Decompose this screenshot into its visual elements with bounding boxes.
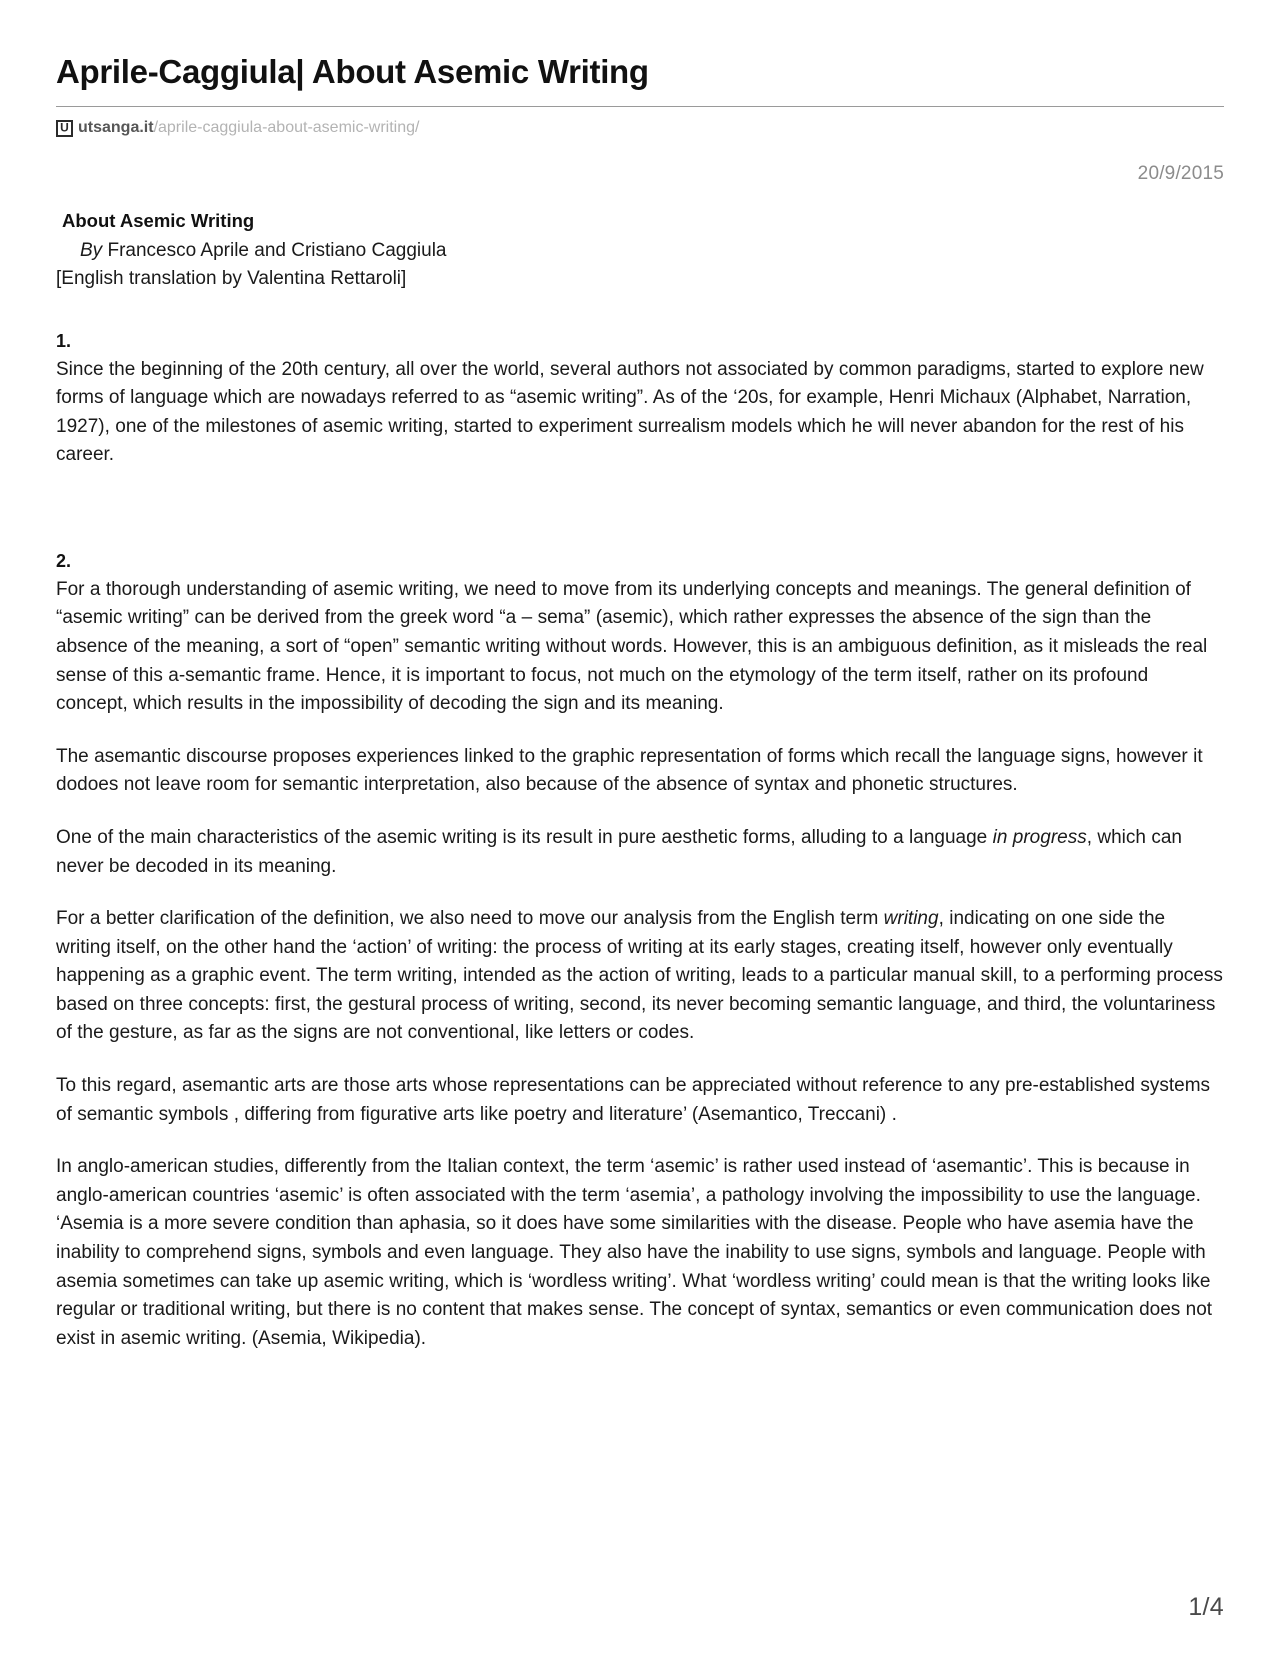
translation-credit: [English translation by Valentina Rettaroli] bbox=[56, 268, 407, 290]
byline-prefix: By bbox=[80, 239, 103, 261]
section-2 bbox=[56, 547, 1224, 1353]
favicon-letter: U bbox=[60, 120, 69, 135]
section-2-paragraph-3 bbox=[56, 824, 1224, 881]
article-body bbox=[56, 207, 1224, 1353]
byline-authors: Francesco Aprile and Cristiano Caggiula bbox=[107, 239, 447, 261]
print-date: 20/9/2015 bbox=[1137, 162, 1224, 184]
paragraph-3-text-after: , which can never be decoded in its meaning. bbox=[56, 826, 1182, 877]
section-2-paragraph-2: The asemantic discourse proposes experiences linked to the graphic representation of forms which recall the language signs, however it dodoes not leave room for semantic interpretation, also because of the absence of syntax and phonetic structures. bbox=[56, 745, 1203, 796]
section-2-paragraph-1: For a thorough understanding of asemic writing, we need to move from its underlying concepts and meanings. The general definition of “asemic writing” can be derived from the greek word “a – sema” (asemic), which rather expresses the absence of the sign than the absence of the meaning, a sort of “open” semantic writing without words. However, this is an ambiguous definition, as it misleads the real sense of this a-semantic frame. Hence, it is important to focus, not much on the etymology of the term itself, rather on its profound concept, which results in the impossibility of decoding the sign and its meaning. bbox=[56, 578, 1208, 715]
paragraph-4-text-before: For a better clarification of the definition, we also need to move our analysis from the English term bbox=[56, 908, 884, 930]
article-byline bbox=[80, 237, 1224, 265]
section-2-paragraph-5: To this regard, asemantic arts are those arts whose representations can be appreciated without reference to any pre-established systems of semantic symbols , differing from figurative arts like poetry and literature’ (Asemantico, Treccani) . bbox=[56, 1075, 1211, 1125]
section-1-paragraph: Since the beginning of the 20th century, all over the world, several authors not associated by common paradigms, started to explore new forms of language which are nowadays referred to as “asemic writing”. As of the ‘20s, for example, Henri Michaux (Alphabet, Narration, 1927), one of the milestones of asemic writing, started to experiment surrealism models which he will never abandon for the rest of his career. bbox=[56, 358, 1204, 466]
title-divider bbox=[56, 106, 1224, 107]
section-2-paragraph-6: In anglo-american studies, differently from the Italian context, the term ‘asemic’ is rather used instead of ‘asemantic’. This is because in anglo-american countries ‘asemic’ is often associated with the term ‘asemia’, a pathology involving the impossibility to use the language. ‘Asemia is a more severe condition than aphasia, so it does have some similarities with the disease. People who have asemia have the inability to comprehend signs, symbols and even language. They also have the inability to use signs, symbols and language. People with asemia sometimes can take up asemic writing, which is ‘wordless writing’. What ‘wordless writing’ could mean is that the writing looks like regular or traditional writing, but there is no content that makes sense. The concept of syntax, semantics or even communication does not exist in asemic writing. (Asemia, Wikipedia). bbox=[56, 1156, 1213, 1349]
section-1-number: 1. bbox=[56, 330, 72, 351]
section-1 bbox=[56, 327, 1224, 470]
site-favicon-icon bbox=[56, 120, 73, 137]
paragraph-4-emphasis: writing bbox=[883, 908, 939, 930]
page-number: 1/4 bbox=[1188, 1593, 1224, 1621]
paragraph-4-text-after: , indicating on one side the writing itself, on the other hand the ‘action’ of writing: the process of writing at its early stages, creating itself, however only eventually happening as a graphic event. The term writing, intended as the action of writing, leads to a particular manual skill, to a performing process based on three concepts: first, the gestural process of writing, second, its never becoming semantic language, and third, the voluntariness of the gesture, as far as the signs are not conventional, like letters or codes. bbox=[56, 908, 1223, 1044]
paragraph-3-text-before: One of the main characteristics of the asemic writing is its result in pure aesthetic forms, alluding to a language bbox=[56, 826, 993, 848]
source-url-row bbox=[56, 120, 1224, 137]
article-heading: About Asemic Writing bbox=[62, 209, 255, 231]
paragraph-3-emphasis: in progress bbox=[992, 826, 1087, 848]
section-2-number: 2. bbox=[56, 550, 72, 571]
page-title: Aprile-Caggiula| About Asemic Writing bbox=[56, 53, 649, 90]
url-path: /aprile-caggiula-about-asemic-writing/ bbox=[153, 119, 420, 137]
section-2-paragraph-4 bbox=[56, 905, 1224, 1048]
url-domain: utsanga.it bbox=[78, 119, 154, 137]
